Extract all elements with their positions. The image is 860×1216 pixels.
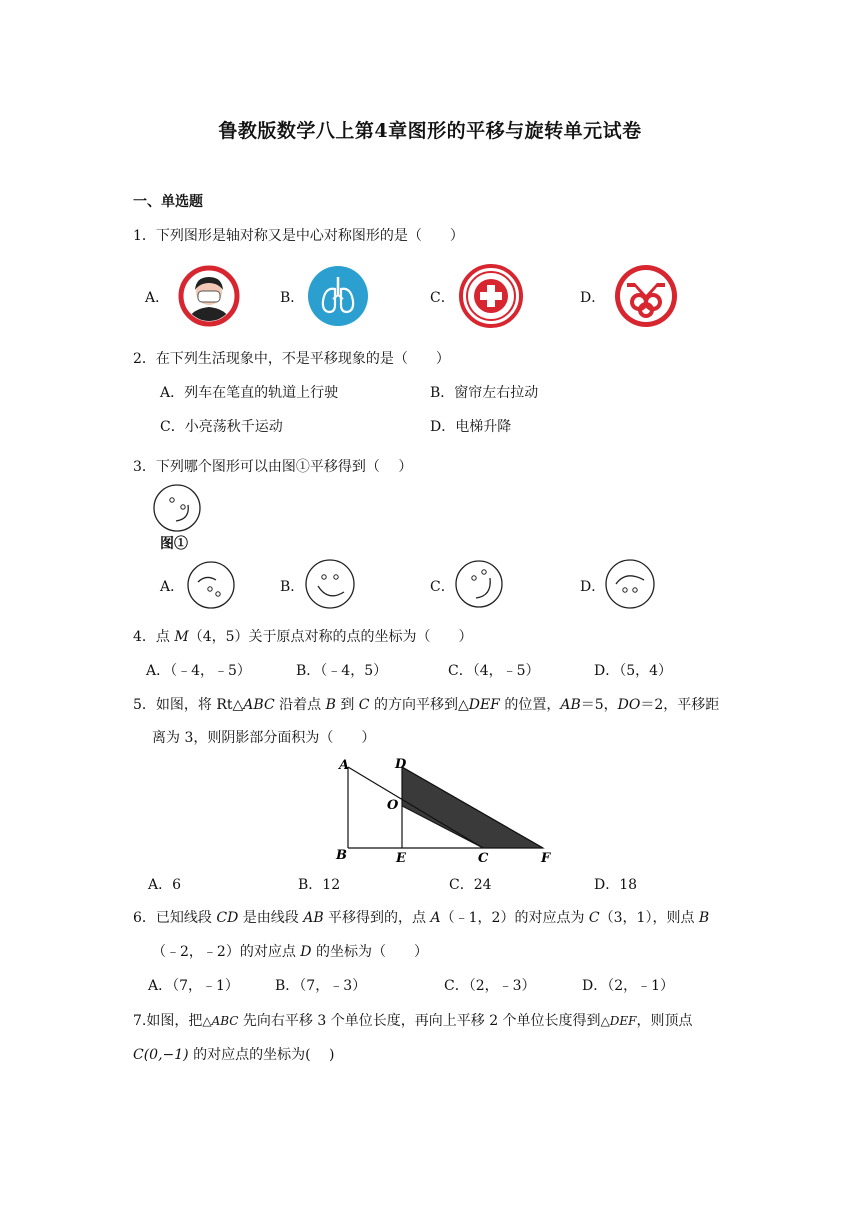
q6-option-b: B．（7，﹣3）	[275, 978, 367, 994]
figure-1-label: 图①	[160, 536, 188, 552]
q2-option-a: A．列车在笔直的轨道上行驶	[160, 385, 339, 401]
q2-option-d: D．电梯升降	[430, 419, 512, 435]
q6-option-c: C．（2，﹣3）	[444, 978, 536, 994]
point-o-label: O	[387, 798, 399, 813]
q3-option-c-label: C．	[430, 579, 455, 595]
question-7-stem-line-2: C(0,−1) 的对应点的坐标为( )	[133, 1047, 335, 1063]
question-6-stem-line-1: 6．已知线段 CD 是由线段 AB 平移得到的，点 A（﹣1，2）的对应点为 C（3，1），则点 B	[133, 910, 710, 926]
question-5-stem-line-1: 5．如图，将 Rt△ABC 沿着点 B 到 C 的方向平移到△DEF 的位置，AB＝5，DO＝2，平移距	[133, 697, 720, 713]
question-3-stem: 3．下列哪个图形可以由图①平移得到（ ）	[133, 459, 413, 475]
question-2-stem: 2．在下列生活现象中，不是平移现象的是（ ）	[133, 351, 450, 367]
q5-option-d: D．18	[594, 877, 638, 893]
q4-option-d: D．（5，4）	[594, 663, 673, 679]
point-f-label: F	[541, 851, 551, 866]
question-5-stem-line-2: 离为 3，则阴影部分面积为（ ）	[152, 730, 376, 746]
q1-option-d-label: D．	[580, 290, 606, 306]
q4-option-a: A．（﹣4，﹣5）	[146, 663, 251, 679]
smiley-option-b	[304, 558, 356, 610]
translated-triangle-diagram	[335, 755, 555, 865]
point-a-label: A	[339, 758, 350, 773]
q2-option-b: B．窗帘左右拉动	[430, 385, 539, 401]
medical-cross-icon	[458, 263, 524, 329]
point-d-label: D	[395, 757, 407, 772]
q1-option-c-label: C．	[430, 290, 455, 306]
q6-option-a: A．（7，﹣1）	[148, 978, 239, 994]
lungs-icon	[307, 265, 369, 327]
womens-federation-emblem-icon	[613, 263, 679, 329]
point-b-label: B	[336, 848, 347, 863]
q6-option-d: D．（2，﹣1）	[582, 978, 675, 994]
smiley-figure-1	[152, 483, 202, 533]
q5-option-a: A．6	[148, 877, 182, 893]
page-title: 鲁教版数学八上第4章图形的平移与旋转单元试卷	[218, 120, 642, 142]
smiley-option-a	[186, 560, 236, 610]
question-1-stem: 1．下列图形是轴对称又是中心对称图形的是（ ）	[133, 228, 464, 244]
q4-option-b: B．（﹣4，5）	[296, 663, 388, 679]
q3-option-a-label: A．	[160, 579, 185, 595]
masked-person-icon	[178, 265, 240, 327]
point-e-label: E	[396, 851, 406, 866]
section-heading: 一、单选题	[133, 194, 203, 210]
q5-option-b: B．12	[298, 877, 341, 893]
q4-option-c: C．（4，﹣5）	[448, 663, 540, 679]
smiley-option-d	[604, 558, 656, 610]
question-6-stem-line-2: （﹣2，﹣2）的对应点 D 的坐标为（ ）	[152, 944, 428, 960]
q3-option-d-label: D．	[580, 579, 606, 595]
question-7-stem-line-1: 7.如图，把△ABC 先向右平移 3 个单位长度，再向上平移 2 个单位长度得到△DEF，则顶点	[133, 1013, 693, 1029]
q1-option-a-label: A．	[145, 290, 170, 306]
q2-option-c: C．小亮荡秋千运动	[160, 419, 283, 435]
point-c-label: C	[478, 851, 489, 866]
q1-option-b-label: B．	[280, 290, 305, 306]
q3-option-b-label: B．	[280, 579, 305, 595]
smiley-option-c	[454, 558, 504, 610]
q5-option-c: C．24	[449, 877, 492, 893]
question-4-stem: 4．点 M（4，5）关于原点对称的点的坐标为（ ）	[133, 629, 473, 645]
